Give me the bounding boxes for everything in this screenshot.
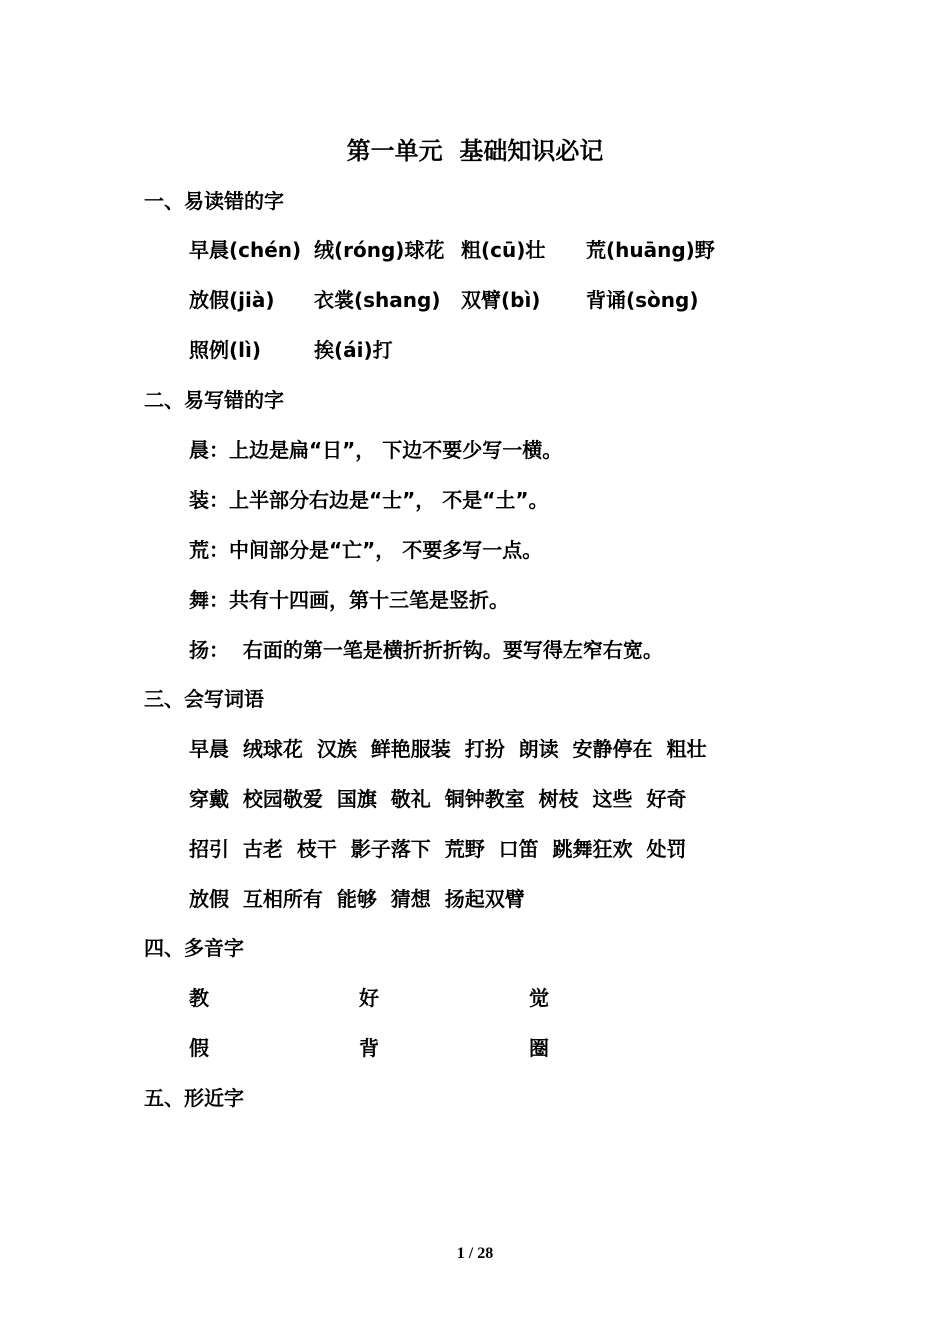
polyphone-char: 教 bbox=[189, 986, 209, 1010]
section-heading-easy-to-misread: 一、易读错的字 bbox=[144, 189, 284, 213]
pinyin-word: 双臂(bì) bbox=[461, 288, 541, 312]
writing-tip: 晨：上边是扁“日”， 下边不要少写一横。 bbox=[189, 438, 563, 462]
polyphone-char: 背 bbox=[359, 1036, 379, 1060]
writing-tip: 舞：共有十四画，第十三笔是竖折。 bbox=[189, 588, 509, 612]
section-heading-similar-chars: 五、形近字 bbox=[144, 1086, 244, 1110]
writing-tip: 荒：中间部分是“亡”， 不要多写一点。 bbox=[189, 538, 543, 562]
pinyin-word: 绒(róng)球花 bbox=[314, 238, 445, 262]
pinyin-word: 早晨(chén) bbox=[189, 238, 302, 262]
polyphone-char: 好 bbox=[359, 986, 379, 1010]
pinyin-word: 照例(lì) bbox=[189, 338, 261, 362]
vocabulary-line: 放假 互相所有 能够 猜想 扬起双臂 bbox=[189, 887, 525, 911]
page-title: 第一单元 基础知识必记 bbox=[346, 137, 604, 165]
writing-tip: 扬： 右面的第一笔是横折折折钩。要写得左窄右宽。 bbox=[189, 638, 663, 662]
section-heading-polyphones: 四、多音字 bbox=[144, 936, 244, 960]
pinyin-word: 荒(huāng)野 bbox=[586, 238, 715, 262]
pinyin-word: 背诵(sòng) bbox=[586, 288, 699, 312]
polyphone-char: 假 bbox=[189, 1036, 209, 1060]
vocabulary-line: 穿戴 校园敬爱 国旗 敬礼 铜钟教室 树枝 这些 好奇 bbox=[189, 787, 687, 811]
pinyin-word: 粗(cū)壮 bbox=[461, 238, 546, 262]
vocabulary-line: 招引 古老 枝干 影子落下 荒野 口笛 跳舞狂欢 处罚 bbox=[189, 837, 687, 861]
section-heading-easy-to-miswrite: 二、易写错的字 bbox=[144, 388, 284, 412]
section-heading-vocabulary: 三、会写词语 bbox=[144, 687, 264, 711]
vocabulary-line: 早晨 绒球花 汉族 鲜艳服装 打扮 朗读 安静停在 粗壮 bbox=[189, 737, 707, 761]
pinyin-word: 放假(jià) bbox=[189, 288, 275, 312]
page-number: 1 / 28 bbox=[456, 1245, 494, 1262]
pinyin-word: 衣裳(shang) bbox=[314, 288, 441, 312]
polyphone-char: 圈 bbox=[529, 1036, 549, 1060]
polyphone-char: 觉 bbox=[529, 986, 549, 1010]
pinyin-word: 挨(ái)打 bbox=[314, 338, 393, 362]
writing-tip: 装：上半部分右边是“士”， 不是“土”。 bbox=[189, 488, 549, 512]
